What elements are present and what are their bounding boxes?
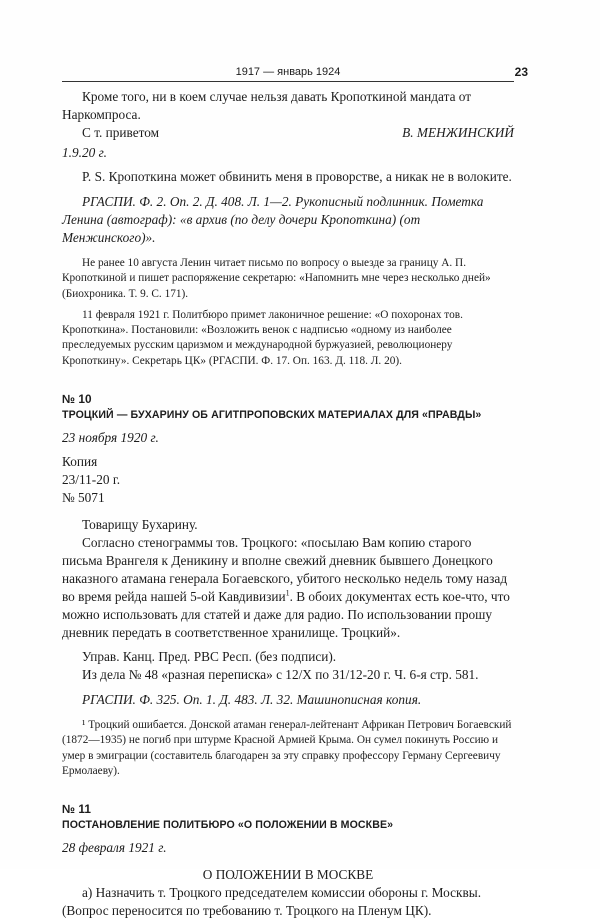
running-title: 1917 — январь 1924	[235, 66, 341, 78]
doc10-date: 23 ноября 1920 г.	[62, 430, 159, 446]
doc11-number: № 11	[62, 802, 91, 817]
doc11-date: 28 февраля 1921 г.	[62, 840, 167, 856]
header-rule	[62, 81, 514, 82]
doc9-archive-ref: РГАСПИ. Ф. 2. Оп. 2. Д. 408. Л. 1—2. Рукописный подлинник. Пометка Ленина (автограф): «в архив (по делу дочери Кропоткина) (от Менжинского)».	[62, 194, 484, 245]
doc11-heading: О ПОЛОЖЕНИИ В МОСКВЕ	[202, 867, 374, 883]
doc10-title: ТРОЦКИЙ — БУХАРИНУ ОБ АГИТПРОПОВСКИХ МАТЕРИАЛАХ ДЛЯ «ПРАВДЫ»	[62, 409, 482, 422]
running-header	[62, 65, 528, 80]
doc10-body	[62, 534, 514, 642]
doc11-title: ПОСТАНОВЛЕНИЕ ПОЛИТБЮРО «О ПОЛОЖЕНИИ В МОСКВЕ»	[62, 819, 394, 832]
doc10-case: Из дела № 48 «разная переписка» с 12/X по 31/12-20 г. Ч. 6-я стр. 581.	[82, 667, 479, 683]
doc11-item-a: а) Назначить т. Троцкого председателем комиссии обороны г. Москвы. (Вопрос переносится по требованию т. Троцкого на Пленум ЦК).	[62, 885, 482, 919]
page-number: 23	[514, 65, 528, 79]
doc10-archive-ref: РГАСПИ. Ф. 325. Оп. 1. Д. 483. Л. 32. Машинописная копия.	[82, 692, 422, 708]
footnote-reference: 1	[285, 588, 290, 598]
doc10-body-part1: Согласно стенограммы тов. Троцкого: «посылаю Вам копию старого письма Врангеля к Деникину и вполне свежий дневник бывшего Донецкого наказного атамана генерала Богаевского, убитого несколько недель тому назад во время рейда нашей 5-ой Кавдивизии	[62, 535, 508, 605]
doc9-greeting: С т. приветом	[82, 125, 160, 140]
doc10-addressee: Товарищу Бухарину.	[82, 517, 198, 533]
doc10-copy-label: Копия	[62, 454, 98, 470]
doc9-editor-note-1: Не ранее 10 августа Ленин читает письмо по вопросу о выезде за границу А. П. Кропоткиной и пишет распоряжение секретарю: «Напомнить мне через несколько дней» (Биохроника. Т. 9. С. 171).	[62, 257, 491, 300]
page-content	[62, 88, 514, 920]
doc10-copy-date: 23/11-20 г.	[62, 472, 121, 488]
doc10-office: Управ. Канц. Пред. РВС Респ. (без подписи).	[82, 649, 337, 665]
doc10-footnote: ¹ Троцкий ошибается. Донской атаман генерал-лейтенант Африкан Петрович Богаевский (1872—1935) не погиб при штурме Красной Армией Крыма. Он сумел покинуть Россию и умер в эмиграции (составитель благодарен за эту справку профессору Герману Сергеевичу Ермолаеву).	[62, 719, 512, 777]
doc9-signature: В. МЕНЖИНСКИЙ	[402, 125, 514, 140]
doc9-editor-note-2: 11 февраля 1921 г. Политбюро примет лаконичное решение: «О похоронах тов. Кропоткина». Постановили: «Возложить венок с надписью «одному из наиболее преследуемых русским царизмом и международной буржуазией, революционеру Кропоткину». Секретарь ЦК» (РГАСПИ. Ф. 17. Оп. 163. Д. 118. Л. 20).	[62, 308, 463, 367]
doc10-body-part2: . В обоих документах есть кое-что, что можно использовать для статей и даже для радио. По использовании прошу дневник передать в соответственное хранилище. Троцкий».	[62, 589, 510, 641]
doc10-copy-number: № 5071	[62, 490, 105, 506]
doc10-number: № 10	[62, 392, 92, 407]
doc9-paragraph: Кроме того, ни в коем случае нельзя давать Кропоткиной мандата от Наркомпроса.	[62, 89, 472, 122]
doc9-date: 1.9.20 г.	[62, 145, 107, 160]
doc9-postscript: P. S. Кропоткина может обвинить меня в проворстве, а никак не в волоките.	[82, 169, 512, 184]
